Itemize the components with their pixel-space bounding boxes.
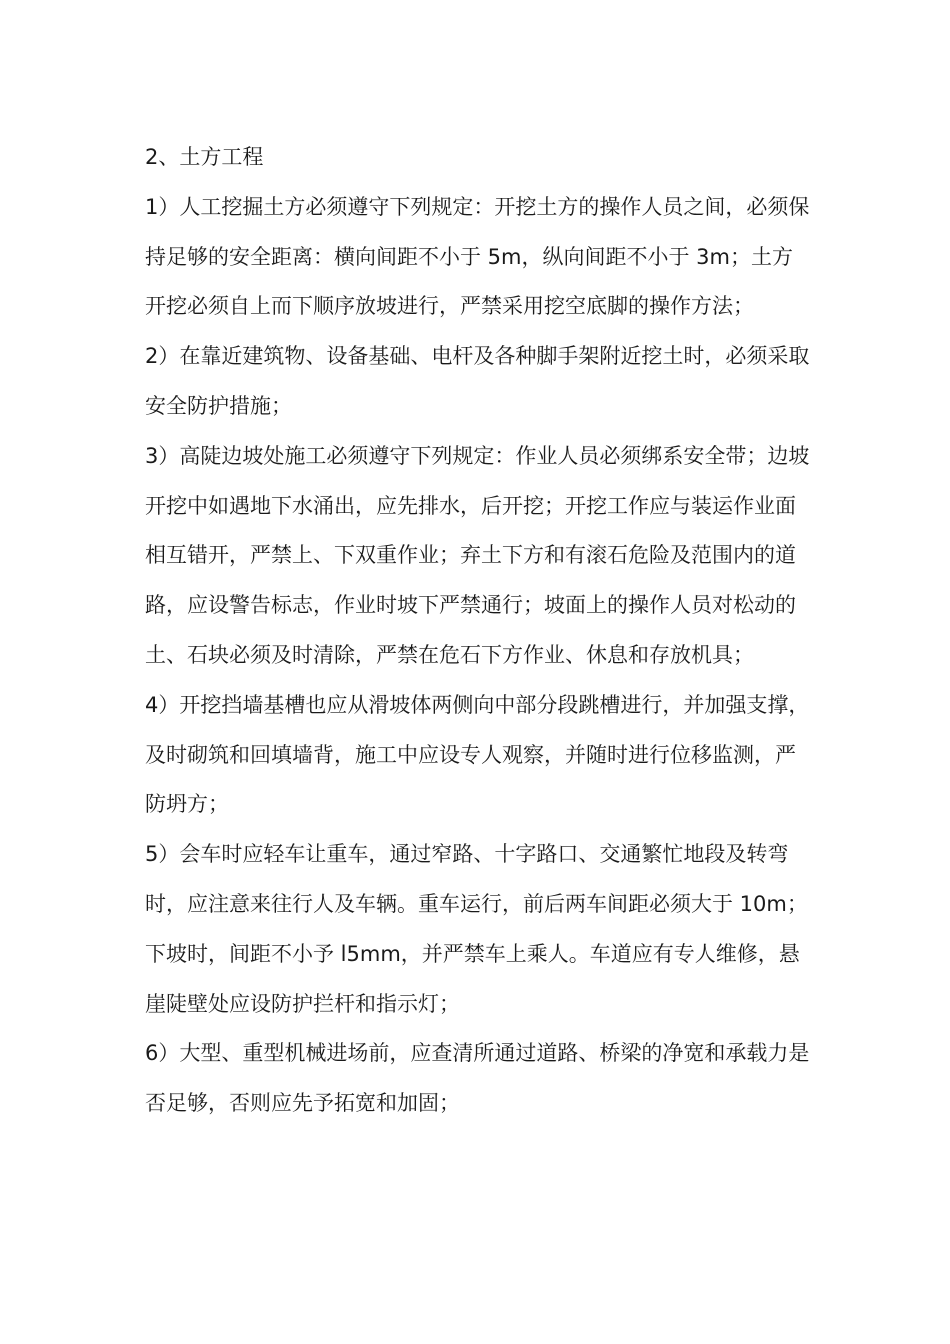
paragraph-3: 3）高陡边坡处施工必须遵守下列规定：作业人员必须绑系安全带；边坡开挖中如遇地下水涌出，应先排水，后开挖；开挖工作应与装运作业面相互错开，严禁上、下双重作业；弃土下方和有滚石危险及范围内的道路，应设警告标志，作业时坡下严禁通行；坡面上的操作人员对松动的土、石块必须及时清除，严禁在危石下方作业、休息和存放机具；	[145, 443, 810, 667]
document-body	[145, 133, 810, 1129]
paragraph-6: 6）大型、重型机械进场前，应查清所通过道路、桥梁的净宽和承载力是否足够，否则应先予拓宽和加固；	[145, 1041, 810, 1116]
paragraph-2: 2）在靠近建筑物、设备基础、电杆及各种脚手架附近挖土时，必须采取安全防护措施；	[145, 344, 810, 418]
paragraph-4: 4）开挖挡墙基槽也应从滑坡体两侧向中部分段跳槽进行，并加强支撑，及时砌筑和回填墙背，施工中应设专人观察，并随时进行位移监测，严防坍方；	[145, 692, 810, 817]
paragraph-1: 1）人工挖掘土方必须遵守下列规定：开挖土方的操作人员之间，必须保持足够的安全距离：横向间距不小于 5m，纵向间距不小于 3m；土方开挖必须自上而下顺序放坡进行，严禁采用挖空底脚的操作方法；	[145, 194, 810, 319]
section-heading: 2、土方工程	[145, 145, 264, 169]
paragraph-5: 5）会车时应轻车让重车，通过窄路、十字路口、交通繁忙地段及转弯时，应注意来往行人及车辆。重车运行，前后两车间距必须大于 10m；下坡时，间距不小予 l5mm，并严禁车上乘人。车道应有专人维修，悬崖陡壁处应设防护拦杆和指示灯；	[145, 842, 808, 1016]
